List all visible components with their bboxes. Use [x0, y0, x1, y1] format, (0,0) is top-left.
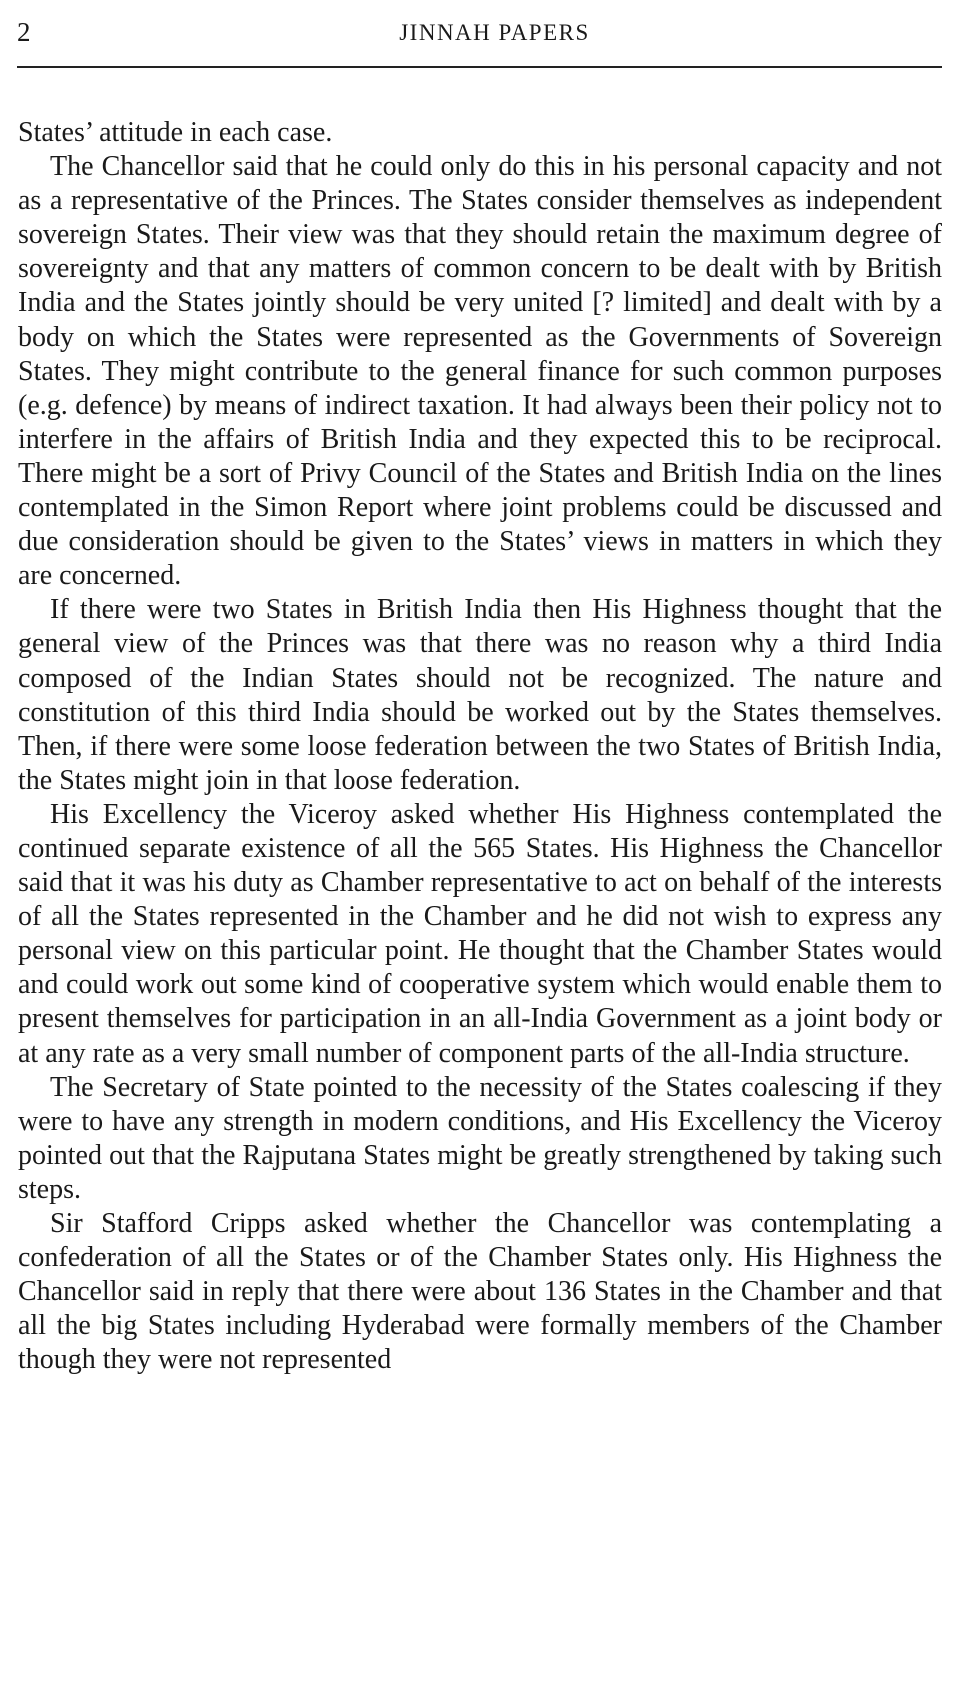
paragraph: The Chancellor said that he could only do this in his personal capacity and not as a representative of the Princes. The States consider themselves as independent sovereign States. Their view was that they should retain the maximum degree of sovereignty and that any matters of common concern to be dealt with by British India and the States jointly should be very united [? limited] and dealt with by a body on which the States were represented as the Governments of Sovereign States. They might contribute to the general finance for such common purposes (e.g. defence) by means of indirect taxation. It had always been their policy not to interfere in the affairs of British India and they expected this to be reciprocal. There might be a sort of Privy Council of the States and British India on the lines contemplated in the Simon Report where joint problems could be discussed and due consideration should be given to the States’ views in matters in which they are concerned. [18, 151, 942, 592]
body-text [18, 116, 942, 1377]
paragraph: If there were two States in British India then His Highness thought that the general view of the Princes was that there was no reason why a third India composed of the Indian States should not be recognized. The nature and constitution of this third India should be worked out by the States themselves. Then, if there were some loose federation between the two States of British India, the States might join in that loose federation. [18, 594, 942, 796]
header-rule [17, 66, 942, 68]
page-number: 2 [17, 17, 31, 47]
paragraph: Sir Stafford Cripps asked whether the Chancellor was contemplating a confederation of all the States or of the Chamber States only. His Highness the Chancellor said in reply that there were about 136 States in the Chamber and that all the big States including Hyderabad were formally members of the Chamber though they were not represented [18, 1208, 942, 1376]
paragraph: The Secretary of State pointed to the necessity of the States coalescing if they were to have any strength in modern conditions, and His Excellency the Viceroy pointed out that the Rajputana States might be greatly strengthened by taking such steps. [18, 1071, 942, 1205]
running-head [17, 12, 942, 52]
paragraph: His Excellency the Viceroy asked whether His Highness contemplated the continued separate existence of all the 565 States. His Highness the Chancellor said that it was his duty as Chamber representative to act on behalf of the interests of all the States represented in the Chamber and he did not wish to express any personal view on this particular point. He thought that the Chamber States would and could work out some kind of cooperative system which would enable them to present themselves for participation in an all-India Government as a joint body or at any rate as a very small number of component parts of the all-India structure. [18, 798, 942, 1069]
running-title: JINNAH PAPERS [399, 20, 590, 45]
paragraph-continued: States’ attitude in each case. [18, 117, 333, 148]
